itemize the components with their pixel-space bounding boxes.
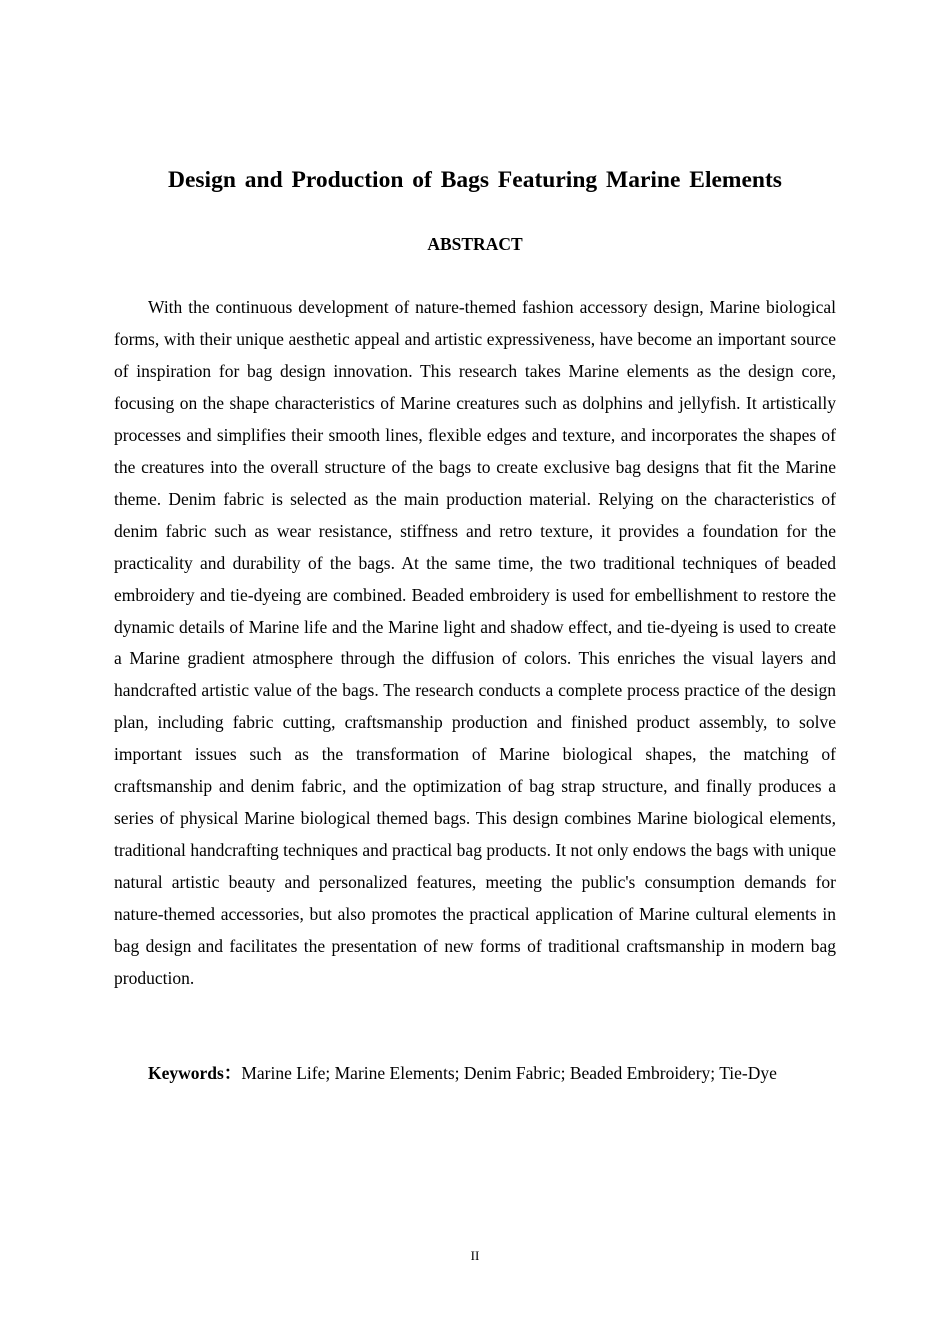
paper-title: Design and Production of Bags Featuring Marine Elements — [168, 167, 782, 193]
keywords-label: Keywords： — [148, 1063, 242, 1083]
keywords-text: Marine Life; Marine Elements; Denim Fabric; Beaded Embroidery; Tie-Dye — [241, 1063, 777, 1083]
page-number: II — [470, 1248, 480, 1263]
abstract-heading: ABSTRACT — [427, 234, 523, 254]
keywords-line — [114, 1058, 814, 1090]
abstract-paragraph: With the continuous development of nature-themed fashion accessory design, Marine biological forms, with their unique aesthetic appeal and artistic expressiveness, have become an important source of inspiration for bag design innovation. This research takes Marine elements as the design core, focusing on the shape characteristics of Marine creatures such as dolphins and jellyfish. It artistically processes and simplifies their smooth lines, flexible edges and texture, and incorporates the shapes of the creatures into the overall structure of the bags to create exclusive bag designs that fit the Marine theme. Denim fabric is selected as the main production material. Relying on the characteristics of denim fabric such as wear resistance, stiffness and retro texture, it provides a foundation for the practicality and durability of the bags. At the same time, the two traditional techniques of beaded embroidery and tie-dyeing are combined. Beaded embroidery is used for embellishment to restore the dynamic details of Marine life and the Marine light and shadow effect, and tie-dyeing is used to create a Marine gradient atmosphere through the diffusion of colors. This enriches the visual layers and handcrafted artistic value of the bags. The research conducts a complete process practice of the design plan, including fabric cutting, craftsmanship production and finished product assembly, to solve important issues such as the transformation of Marine biological shapes, the matching of craftsmanship and denim fabric, and the optimization of bag strap structure, and finally produces a series of physical Marine biological themed bags. This design combines Marine biological elements, traditional handcrafting techniques and practical bag products. It not only endows the bags with unique natural artistic beauty and personalized features, meeting the public's consumption demands for nature-themed accessories, but also promotes the practical application of Marine cultural elements in bag design and facilitates the presentation of new forms of traditional craftsmanship in modern bag production. — [114, 297, 836, 989]
